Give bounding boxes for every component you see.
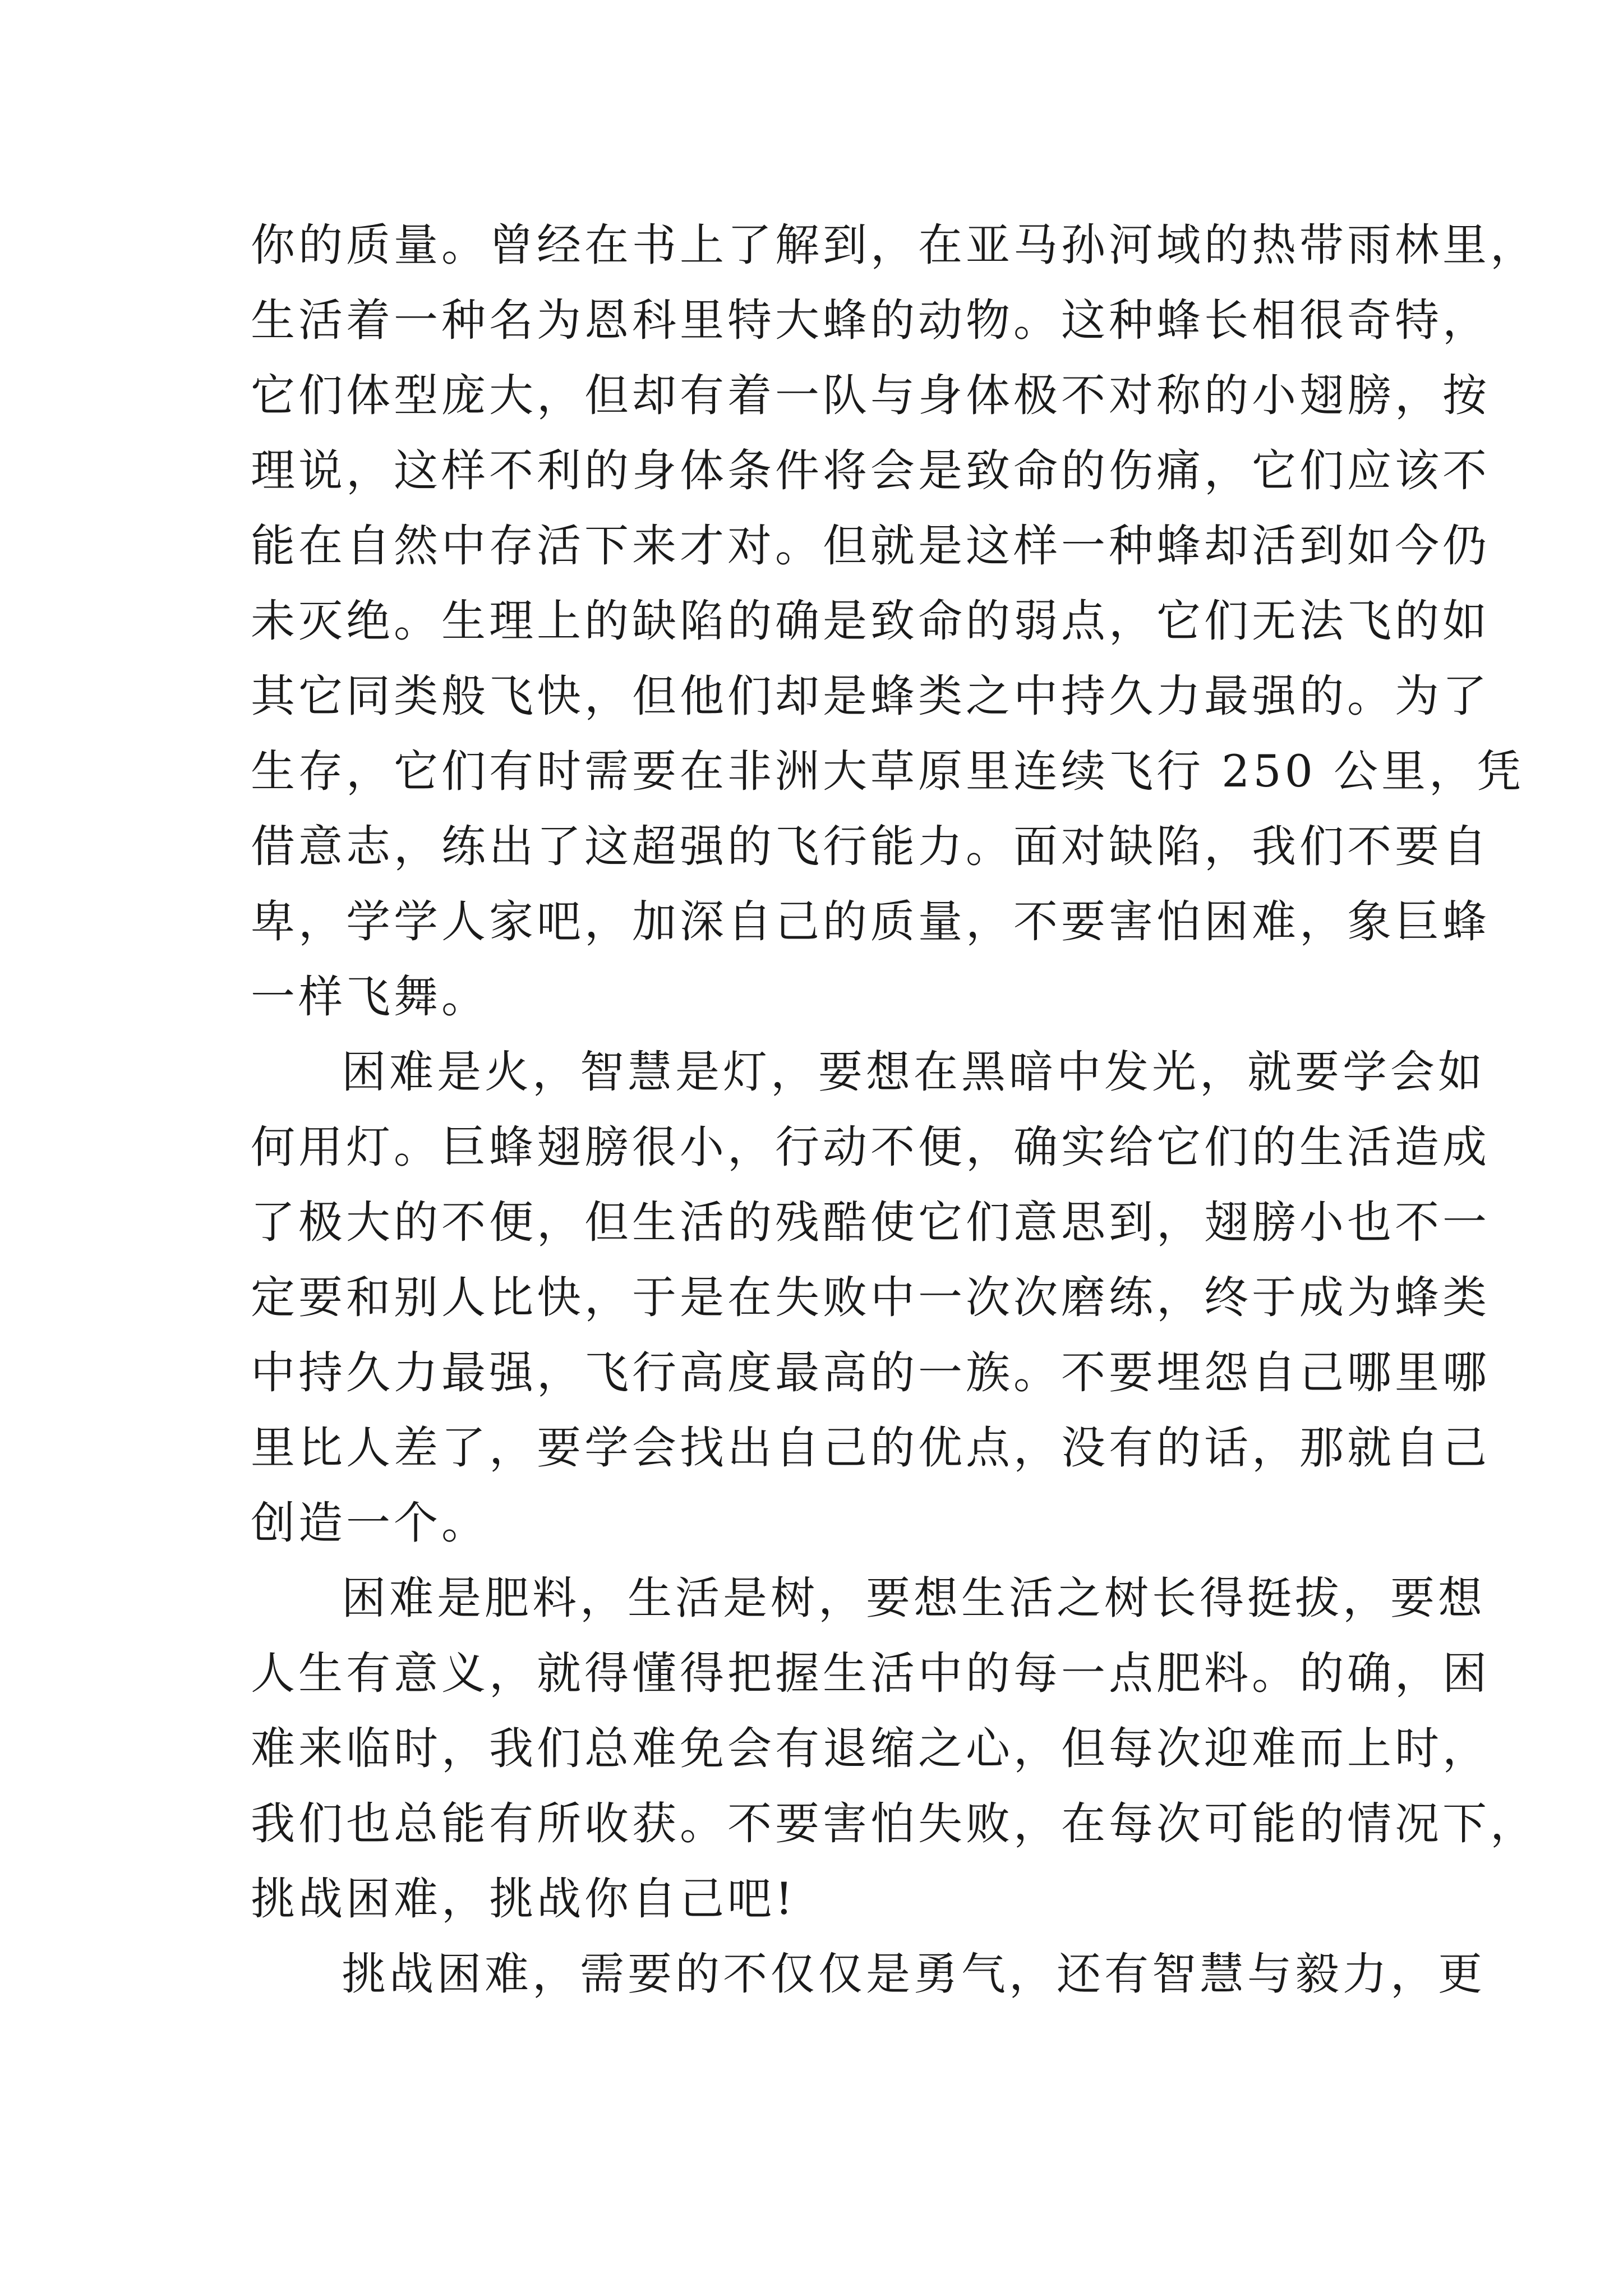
essay-body [251, 208, 1538, 2012]
paragraph-1-line-10: 卑，学学人家吧，加深自己的质量，不要害怕困难，象巨蜂 [251, 896, 1490, 947]
paragraph-3-line-1: 困难是肥料，生活是树，要想生活之树长得挺拔，要想 [342, 1572, 1486, 1624]
paragraph-1-line-3: 它们体型庞大，但却有着一队与身体极不对称的小翅膀，按 [251, 370, 1490, 421]
paragraph-1-line-2: 生活着一种名为恩科里特大蜂的动物。这种蜂长相很奇特， [251, 295, 1490, 346]
paragraph-2-line-3: 了极大的不便，但生活的残酷使它们意思到，翅膀小也不一 [251, 1197, 1490, 1248]
paragraph-2-line-4: 定要和别人比快，于是在失败中一次次磨练，终于成为蜂类 [251, 1272, 1490, 1323]
paragraph-1-line-7: 其它同类般飞快，但他们却是蜂类之中持久力最强的。为了 [251, 670, 1490, 722]
paragraph-2-line-6: 里比人差了，要学会找出自己的优点，没有的话，那就自己 [251, 1422, 1490, 1474]
paragraph-3-line-3: 难来临时，我们总难免会有退缩之心，但每次迎难而上时， [251, 1723, 1490, 1774]
paragraph-3-line-5: 挑战困难，挑战你自己吧! [251, 1873, 796, 1925]
paragraph-2-line-5: 中持久力最强，飞行高度最高的一族。不要埋怨自己哪里哪 [251, 1347, 1490, 1398]
paragraph-1-line-5: 能在自然中存活下来才对。但就是这样一种蜂却活到如今仍 [251, 520, 1490, 572]
paragraph-2-line-7: 创造一个。 [251, 1497, 489, 1549]
paragraph-1-line-4: 理说，这样不利的身体条件将会是致命的伤痛，它们应该不 [251, 445, 1490, 496]
paragraph-2-line-2: 何用灯。巨蜂翅膀很小，行动不便，确实给它们的生活造成 [251, 1121, 1490, 1173]
paragraph-1-line-6: 未灭绝。生理上的缺陷的确是致命的弱点，它们无法飞的如 [251, 595, 1490, 647]
paragraph-3-line-4: 我们也总能有所收获。不要害怕失败，在每次可能的情况下， [251, 1798, 1538, 1849]
paragraph-2-line-1: 困难是火，智慧是灯，要想在黑暗中发光，就要学会如 [342, 1046, 1486, 1098]
paragraph-4-line-1: 挑战困难，需要的不仅仅是勇气，还有智慧与毅力，更 [342, 1948, 1486, 2000]
paragraph-1-line-9: 借意志，练出了这超强的飞行能力。面对缺陷，我们不要自 [251, 821, 1490, 872]
paragraph-1-line-8: 生存，它们有时需要在非洲大草原里连续飞行 250 公里，凭 [251, 746, 1525, 797]
paragraph-1-line-1: 你的质量。曾经在书上了解到，在亚马孙河域的热带雨林里， [251, 219, 1538, 271]
paragraph-3-line-2: 人生有意义，就得懂得把握生活中的每一点肥料。的确，困 [251, 1648, 1490, 1699]
paragraph-1-line-11: 一样飞舞。 [251, 971, 489, 1023]
